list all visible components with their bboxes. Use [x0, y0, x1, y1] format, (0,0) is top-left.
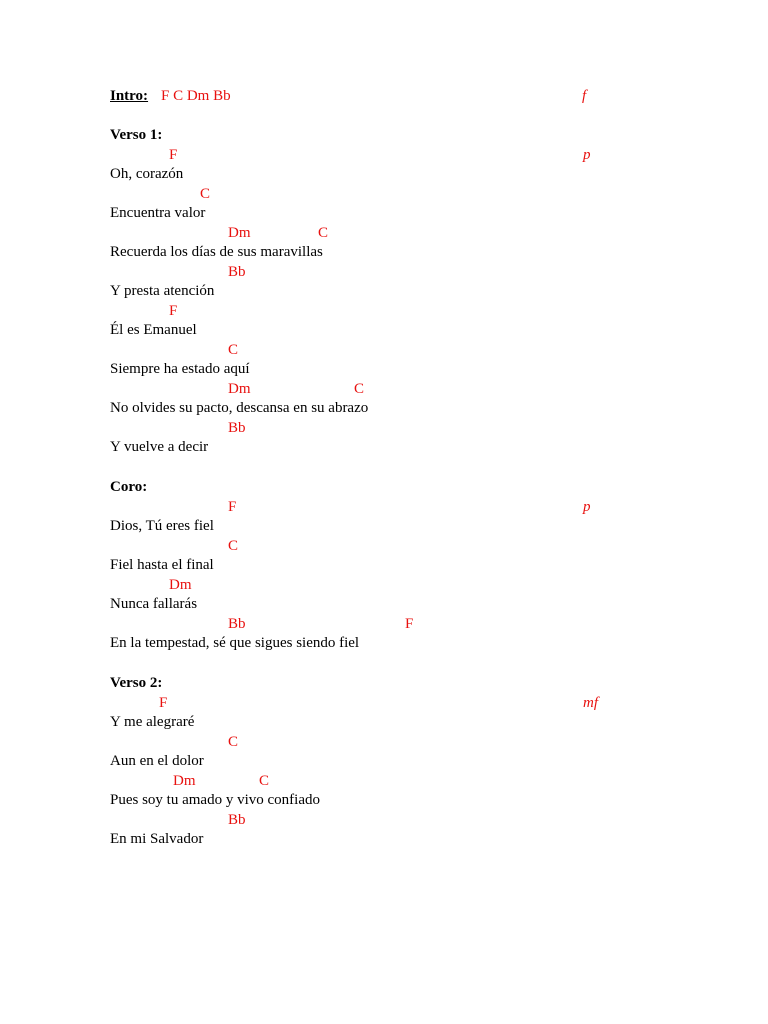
- chord: C: [228, 342, 239, 358]
- lyric: Y me alegraré: [110, 714, 195, 730]
- chord-line: [0, 498, 768, 517]
- chord-line: [0, 537, 768, 556]
- chord-line: [0, 615, 768, 634]
- lyric: Y vuelve a decir: [110, 439, 209, 455]
- chord: Dm: [173, 773, 196, 789]
- chord-line: [0, 380, 768, 399]
- lyric: No olvides su pacto, descansa en su abrazo: [110, 400, 369, 416]
- chord: C: [228, 734, 239, 750]
- lyric: Encuentra valor: [110, 205, 206, 221]
- lyric-line: [0, 165, 768, 184]
- lyric: Pues soy tu amado y vivo confiado: [110, 792, 320, 808]
- lyric-line: [0, 438, 768, 457]
- verse2-dynamic: mf: [583, 695, 598, 711]
- lyric-line: [0, 634, 768, 653]
- verse2-heading-line: [0, 674, 768, 693]
- chord-line: [0, 419, 768, 438]
- lyric-line: [0, 282, 768, 301]
- chorus-heading: Coro:: [110, 479, 148, 495]
- chord-line: [0, 263, 768, 282]
- lyric-line: [0, 752, 768, 771]
- chord-line: [0, 733, 768, 752]
- chord: F: [169, 147, 178, 163]
- chord: C: [318, 225, 329, 241]
- lyric: Dios, Tú eres fiel: [110, 518, 214, 534]
- lyric: Oh, corazón: [110, 166, 184, 182]
- intro-label: Intro:: [110, 88, 149, 104]
- chorus-heading-line: [0, 478, 768, 497]
- lyric-line: [0, 830, 768, 849]
- chord-line: [0, 341, 768, 360]
- chord-line: [0, 146, 768, 165]
- lyric: Siempre ha estado aquí: [110, 361, 250, 377]
- chord-line: [0, 811, 768, 830]
- chord: F: [228, 499, 237, 515]
- chord: C: [200, 186, 211, 202]
- lyric-line: [0, 556, 768, 575]
- lyric: Aun en el dolor: [110, 753, 204, 769]
- verse2-heading: Verso 2:: [110, 675, 163, 691]
- chord: C: [259, 773, 270, 789]
- lyric: En la tempestad, sé que sigues siendo fiel: [110, 635, 360, 651]
- chord: C: [228, 538, 239, 554]
- chord-line: [0, 694, 768, 713]
- verse1-heading-line: [0, 126, 768, 145]
- lyric-line: [0, 791, 768, 810]
- chord: C: [354, 381, 365, 397]
- verse1-heading: Verso 1:: [110, 127, 163, 143]
- lyric: Y presta atención: [110, 283, 215, 299]
- lyric-line: [0, 517, 768, 536]
- chord: F: [405, 616, 414, 632]
- lyric: Fiel hasta el final: [110, 557, 214, 573]
- chord: Dm: [228, 381, 251, 397]
- lyric-line: [0, 595, 768, 614]
- chord-line: [0, 224, 768, 243]
- lyric-line: [0, 713, 768, 732]
- chord: F: [159, 695, 168, 711]
- chord: F: [169, 303, 178, 319]
- lyric: Recuerda los días de sus maravillas: [110, 244, 323, 260]
- chord-line: [0, 302, 768, 321]
- verse1-dynamic: p: [583, 147, 591, 163]
- chorus-dynamic: p: [583, 499, 591, 515]
- intro-line: [0, 87, 768, 106]
- lyric: Él es Emanuel: [110, 322, 197, 338]
- chord-line: [0, 185, 768, 204]
- chord-line: [0, 576, 768, 595]
- intro-dynamic: f: [582, 88, 587, 104]
- lyric: En mi Salvador: [110, 831, 204, 847]
- lyric-line: [0, 360, 768, 379]
- chord: Dm: [169, 577, 192, 593]
- lyric-line: [0, 399, 768, 418]
- lyric-line: [0, 243, 768, 262]
- lyric: Nunca fallarás: [110, 596, 198, 612]
- lyric-line: [0, 321, 768, 340]
- chord: Bb: [228, 616, 246, 632]
- chord: Bb: [228, 264, 246, 280]
- chord: Bb: [228, 812, 246, 828]
- chord: Bb: [228, 420, 246, 436]
- lyric-line: [0, 204, 768, 223]
- chord: Dm: [228, 225, 251, 241]
- chord-line: [0, 772, 768, 791]
- intro-chords: F C Dm Bb: [161, 88, 231, 104]
